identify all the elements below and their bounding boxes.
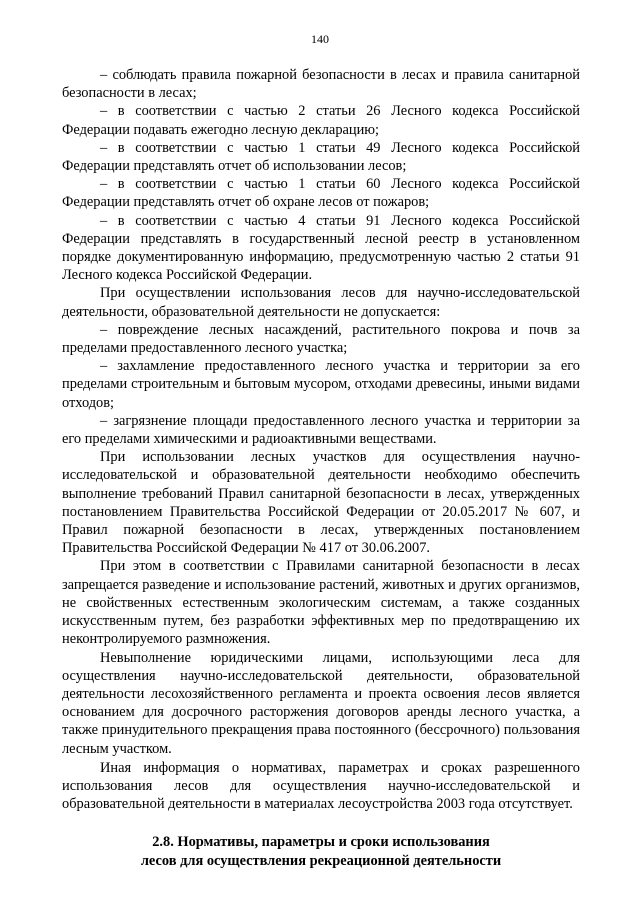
- paragraph-safety-rules: При использовании лесных участков для осуществления научно-исследовательской и образовательной деятельности необходимо обеспечить выполнение требований Правил санитарной безопасности в лесах, утвержденных постановлением Правительства Российской Федерации от 20.05.2017 № 607, и Правил пожарной безопасности в лесах, утвержденных постановлением Правительства Российской Федерации № 417 от 30.06.2007.: [62, 449, 580, 557]
- paragraph-littering-prohibition: – захламление предоставленного лесного участка и территории за его пределами строительным и бытовым мусором, отходами древесины, иными видами отходов;: [62, 358, 580, 411]
- section-heading-line-1: 2.8. Нормативы, параметры и сроки использования: [152, 834, 490, 851]
- paragraph-prohibitions-intro: При осуществлении использования лесов для научно-исследовательской деятельности, образовательной деятельности не допускается:: [62, 285, 580, 320]
- section-heading-line-2: лесов для осуществления рекреационной деятельности: [140, 853, 502, 870]
- section-heading: [62, 833, 580, 871]
- paragraph-fire-safety: – соблюдать правила пожарной безопасности в лесах и правила санитарной безопасности в лесах;: [62, 67, 580, 102]
- paragraph-forest-registry: – в соответствии с частью 4 статьи 91 Лесного кодекса Российской Федерации представлять в государственный лесной реестр в установленном порядке документированную информацию, предусмотренную частью 2 статьи 91 Лесного кодекса Российской Федерации.: [62, 212, 580, 284]
- paragraph-other-information: Иная информация о нормативах, параметрах и сроках разрешенного использования лесов для осуществления научно-исследовательской и образовательной деятельности в материалах лесоустройства 2003 года отсутствует.: [62, 759, 580, 813]
- paragraph-fire-protection-report: – в соответствии с частью 1 статьи 60 Лесного кодекса Российской Федерации представлять отчет об охране лесов от пожаров;: [62, 176, 580, 211]
- page-number: 140: [311, 32, 329, 46]
- paragraph-usage-report: – в соответствии с частью 1 статьи 49 Лесного кодекса Российской Федерации представлять отчет об использовании лесов;: [62, 139, 580, 175]
- paragraph-damage-prohibition: – повреждение лесных насаждений, растительного покрова и почв за пределами предоставленного лесного участка;: [62, 321, 580, 357]
- document-body: [62, 66, 580, 871]
- paragraph-forest-declaration: – в соответствии с частью 2 статьи 26 Лесного кодекса Российской Федерации подавать ежегодно лесную декларацию;: [62, 103, 580, 138]
- paragraph-pollution-prohibition: – загрязнение площади предоставленного лесного участка и территории за его пределами химическими и радиоактивными веществами.: [62, 412, 580, 448]
- paragraph-termination-grounds: Невыполнение юридическими лицами, использующими леса для осуществления научно-исследовательской деятельности, образовательной деятельности лесохозяйственного регламента и проекта освоения лесов является основанием для досрочного расторжения договоров аренды лесного участка, а также принудительного прекращения права постоянного (бессрочного) пользования лесным участком.: [62, 649, 580, 757]
- paragraph-organisms-prohibition: При этом в соответствии с Правилами санитарной безопасности в лесах запрещается разведение и использование растений, животных и других организмов, не свойственных естественным экологическим системам, а также созданных искусственным путем, без разработки эффективных мер по предотвращению их неконтролируемого размножения.: [62, 558, 580, 648]
